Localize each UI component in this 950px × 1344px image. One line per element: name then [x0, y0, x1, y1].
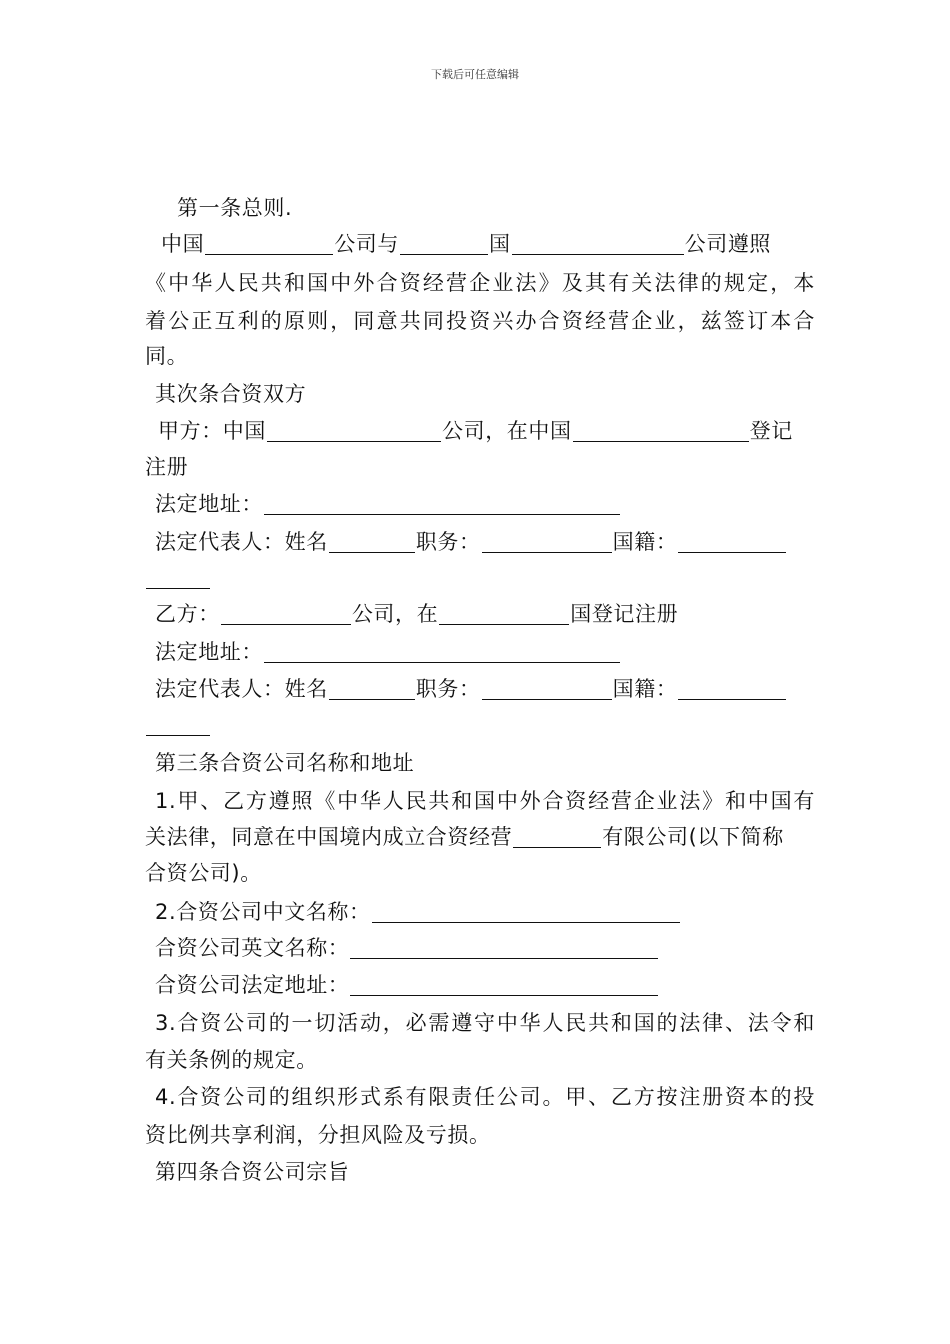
party-b-address — [155, 634, 825, 670]
blank[interactable] — [513, 821, 601, 848]
text: 有限公司(以下简称 — [602, 825, 784, 849]
text: 职务： — [415, 677, 481, 701]
article-1-line-1 — [161, 226, 831, 262]
text: 合资公司英文名称： — [155, 936, 350, 960]
text: 2.合资公司中文名称： — [155, 900, 371, 924]
party-b-line — [155, 596, 825, 632]
party-a-representative-wrap — [145, 560, 815, 596]
article-3-p1-line-1: 1.甲、乙方遵照《中华人民共和国中外合资经营企业法》和中国有 — [155, 789, 815, 813]
text: 公司遵照 — [684, 232, 772, 256]
article-3-p4-line-2: 资比例共享利润，分担风险及亏损。 — [145, 1123, 491, 1147]
article-1-line-3: 着公正互利的原则，同意共同投资兴办合资经营企业，兹签订本合 — [145, 309, 815, 333]
article-3-p4-line-1: 4.合资公司的组织形式系有限责任公司。甲、乙方按注册资本的投 — [155, 1085, 815, 1109]
text: 国 — [489, 232, 511, 256]
text: 公司，在中国 — [442, 419, 572, 443]
blank[interactable] — [678, 673, 786, 700]
blank[interactable] — [350, 969, 658, 996]
text: 关法律，同意在中国境内成立合资经营 — [145, 825, 513, 849]
party-a-line-2: 注册 — [145, 455, 189, 479]
text: 合资公司法定地址： — [155, 973, 350, 997]
text: 法定代表人：姓名 — [155, 530, 328, 554]
party-a-representative — [155, 524, 815, 560]
blank[interactable] — [264, 488, 620, 515]
article-4-title: 第四条合资公司宗旨 — [155, 1160, 350, 1184]
text: 法定地址： — [155, 492, 263, 516]
blank[interactable] — [350, 932, 658, 959]
text: 法定代表人：姓名 — [155, 677, 328, 701]
blank[interactable] — [329, 526, 415, 553]
article-1-title: 第一条总则. — [177, 196, 293, 220]
blank[interactable] — [482, 526, 612, 553]
blank[interactable] — [267, 415, 441, 442]
text: 乙方： — [155, 602, 220, 626]
text: 甲方：中国 — [158, 419, 266, 443]
blank[interactable] — [512, 228, 684, 255]
text: 法定地址： — [155, 640, 263, 664]
blank[interactable] — [205, 228, 333, 255]
blank[interactable] — [146, 709, 210, 736]
article-1-line-4: 同。 — [145, 344, 189, 368]
blank[interactable] — [329, 673, 415, 700]
article-2-title: 其次条合资双方 — [155, 382, 307, 406]
article-3-p1-line-2 — [145, 819, 815, 855]
text: 登记 — [749, 419, 793, 443]
page-header: 下载后可任意编辑 — [431, 68, 519, 81]
article-3-cn-name — [155, 894, 825, 930]
blank[interactable] — [573, 415, 749, 442]
blank[interactable] — [439, 598, 569, 625]
party-a-address — [155, 486, 825, 522]
blank[interactable] — [264, 636, 620, 663]
text: 职务： — [415, 530, 481, 554]
text: 公司，在 — [351, 602, 439, 626]
article-1-line-2: 《中华人民共和国中外合资经营企业法》及其有关法律的规定，本 — [145, 271, 815, 295]
party-a-line — [158, 413, 828, 449]
text: 公司与 — [334, 232, 400, 256]
text: 中国 — [161, 232, 205, 256]
blank[interactable] — [400, 228, 488, 255]
blank[interactable] — [482, 673, 612, 700]
text: 国籍： — [612, 677, 678, 701]
blank[interactable] — [221, 598, 351, 625]
blank[interactable] — [372, 896, 680, 923]
text: 国籍： — [612, 530, 678, 554]
party-b-representative — [155, 671, 815, 707]
party-b-representative-wrap — [145, 707, 815, 743]
blank[interactable] — [678, 526, 786, 553]
text: 国登记注册 — [570, 602, 679, 626]
article-3-en-name — [155, 930, 825, 966]
article-3-p3-line-1: 3.合资公司的一切活动，必需遵守中华人民共和国的法律、法令和 — [155, 1011, 815, 1035]
blank[interactable] — [146, 562, 210, 589]
article-3-p1-line-3: 合资公司)。 — [145, 861, 262, 885]
article-3-p3-line-2: 有关条例的规定。 — [145, 1048, 318, 1072]
article-3-address — [155, 967, 825, 1003]
article-3-title: 第三条合资公司名称和地址 — [155, 751, 415, 775]
